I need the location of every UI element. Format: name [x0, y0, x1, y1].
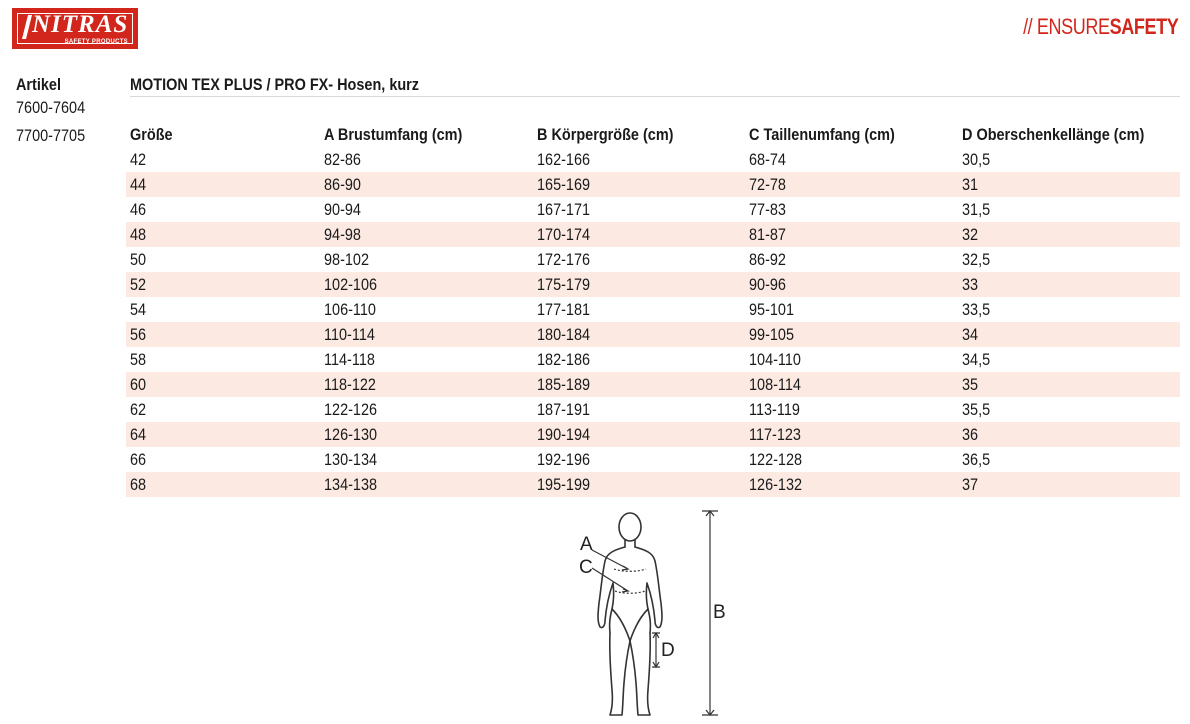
table-row: [126, 247, 1180, 272]
table-cell: 33,5: [961, 300, 990, 319]
table-cell: 90-96: [745, 272, 958, 297]
table-cell: 94-98: [320, 222, 533, 247]
table-cell: 177-181: [537, 300, 591, 319]
table-cell: 175-179: [533, 272, 745, 297]
table-cell: 86-92: [748, 250, 786, 269]
header-koerpergroesse: B Körpergröße (cm): [537, 125, 674, 144]
table-cell: 195-199: [533, 472, 745, 497]
table-cell: 31,5: [961, 200, 990, 219]
artikel-number: 7700-7705: [16, 126, 86, 145]
table-cell: 110-114: [320, 322, 533, 347]
table-cell: 34,5: [961, 350, 990, 369]
table-cell: 82-86: [324, 150, 362, 169]
table-cell: 81-87: [745, 222, 958, 247]
table-row: [126, 197, 1180, 222]
table-cell: 54: [130, 300, 147, 319]
table-row: [126, 297, 1180, 322]
table-cell: 62: [130, 400, 147, 419]
table-row: [126, 347, 1180, 372]
table-cell: 35,5: [961, 400, 990, 419]
table-cell: 182-186: [537, 350, 591, 369]
table-cell: 77-83: [748, 200, 786, 219]
table-cell: 90-94: [324, 200, 362, 219]
table-row: [126, 422, 1180, 447]
table-cell: 102-106: [320, 272, 533, 297]
table-cell: 33: [958, 272, 1180, 297]
table-cell: 113-119: [748, 400, 800, 419]
table-cell: 68: [126, 472, 320, 497]
table-cell: 52: [126, 272, 320, 297]
table-cell: 50: [130, 250, 147, 269]
table-row: [126, 222, 1180, 247]
table-cell: 106-110: [324, 300, 377, 319]
table-cell: 126-130: [320, 422, 533, 447]
table-cell: 46: [130, 200, 147, 219]
table-cell: 165-169: [533, 172, 745, 197]
size-table: [126, 122, 1180, 497]
table-cell: 126-132: [745, 472, 958, 497]
table-cell: 30,5: [961, 150, 990, 169]
nitras-logo: [12, 8, 138, 49]
table-cell: 34: [958, 322, 1180, 347]
table-row: [126, 272, 1180, 297]
table-cell: 98-102: [324, 250, 370, 269]
table-cell: 32,5: [961, 250, 990, 269]
table-cell: 180-184: [533, 322, 745, 347]
table-cell: 48: [126, 222, 320, 247]
table-cell: 117-123: [745, 422, 958, 447]
table-cell: 190-194: [533, 422, 745, 447]
table-cell: 185-189: [533, 372, 745, 397]
table-cell: 108-114: [745, 372, 958, 397]
logo-subtitle: SAFETY PRODUCTS: [64, 39, 128, 45]
table-row: [126, 372, 1180, 397]
artikel-number: 7600-7604: [16, 98, 86, 117]
table-cell: 68-74: [748, 150, 786, 169]
header-oberschenkellaenge: D Oberschenkellänge (cm): [961, 125, 1144, 144]
table-row: [126, 447, 1180, 472]
table-cell: 66: [130, 450, 147, 469]
table-cell: 60: [126, 372, 320, 397]
table-cell: 172-176: [537, 250, 591, 269]
table-cell: 167-171: [537, 200, 591, 219]
header-groesse: Größe: [130, 125, 173, 144]
table-cell: 118-122: [320, 372, 533, 397]
table-cell: 104-110: [748, 350, 801, 369]
table-cell: 192-196: [537, 450, 591, 469]
label-a: A: [580, 534, 593, 555]
header-taillenumfang: C Taillenumfang (cm): [748, 125, 895, 144]
label-b: B: [713, 602, 726, 623]
body-measurement-figure: [570, 505, 740, 721]
table-cell: 64: [126, 422, 320, 447]
table-cell: 35: [958, 372, 1180, 397]
table-row: [126, 472, 1180, 497]
header-brustumfang: A Brustumfang (cm): [324, 125, 463, 144]
label-d: D: [661, 640, 675, 661]
table-cell: 37: [958, 472, 1180, 497]
tagline-bold: SAFETY: [1109, 14, 1178, 39]
product-title: MOTION TEX PLUS / PRO FX- Hosen, kurz: [130, 75, 420, 94]
table-cell: 72-78: [745, 172, 958, 197]
table-cell: 36: [958, 422, 1180, 447]
table-cell: 44: [126, 172, 320, 197]
logo-text: NITRAS: [32, 11, 129, 38]
table-cell: 42: [130, 150, 147, 169]
table-row: [126, 322, 1180, 347]
table-row: [126, 147, 1180, 172]
table-row: [126, 172, 1180, 197]
header-divider: [130, 96, 1180, 97]
table-cell: 162-166: [537, 150, 591, 169]
table-cell: 187-191: [537, 400, 591, 419]
table-cell: 32: [958, 222, 1180, 247]
table-cell: 122-126: [324, 400, 378, 419]
table-cell: 36,5: [961, 450, 990, 469]
table-cell: 134-138: [320, 472, 533, 497]
table-row: [126, 397, 1180, 422]
table-cell: 130-134: [324, 450, 378, 469]
table-cell: 58: [130, 350, 147, 369]
table-cell: 56: [126, 322, 320, 347]
table-cell: 86-90: [320, 172, 533, 197]
table-cell: 99-105: [745, 322, 958, 347]
table-cell: 170-174: [533, 222, 745, 247]
tagline-prefix: // ENSURE: [1022, 14, 1110, 39]
table-cell: 95-101: [748, 300, 794, 319]
table-body: [126, 147, 1180, 497]
table-cell: 31: [958, 172, 1180, 197]
label-c: C: [579, 557, 593, 578]
table-cell: 114-118: [324, 350, 376, 369]
artikel-label: Artikel: [16, 75, 61, 94]
table-cell: 122-128: [748, 450, 802, 469]
table-header-row: [126, 122, 1180, 147]
tagline: [1023, 14, 1178, 40]
